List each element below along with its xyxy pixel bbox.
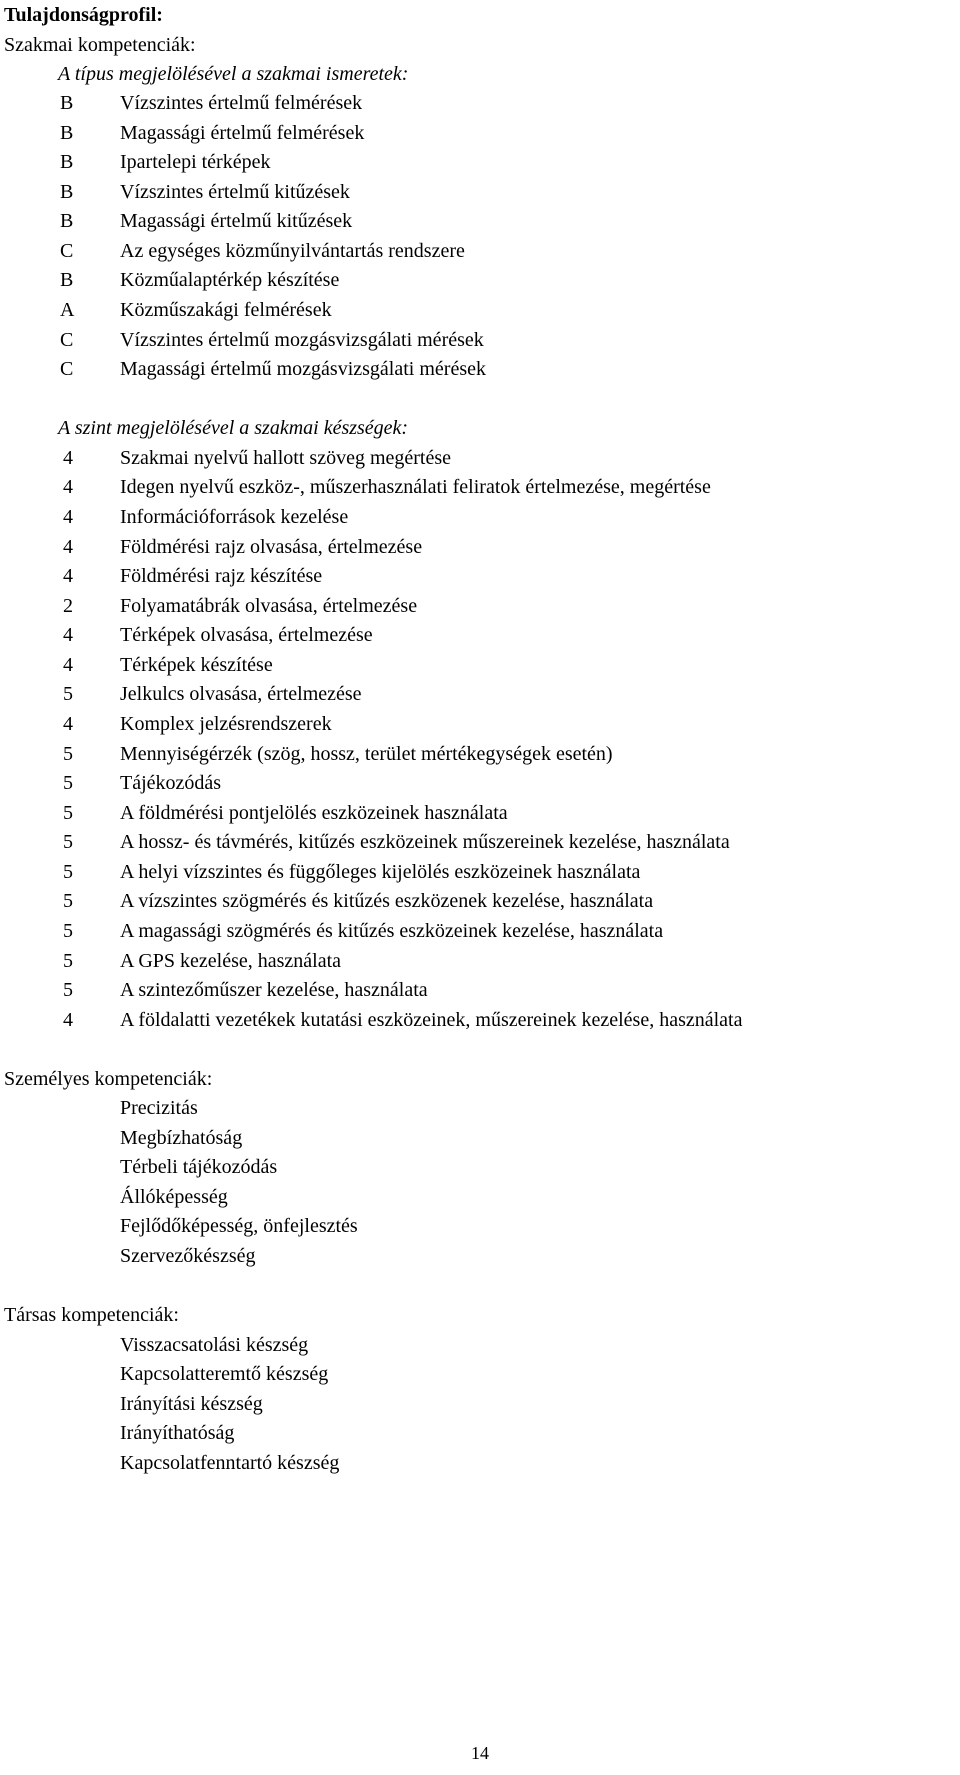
knowledge-code: B — [60, 269, 74, 291]
skill-text: Mennyiségérzék (szög, hossz, terület mértékegységek esetén) — [120, 743, 613, 765]
skill-level: 5 — [63, 920, 73, 942]
personal-heading: Személyes kompetenciák: — [4, 1068, 213, 1090]
skill-text: A földalatti vezetékek kutatási eszközeinek, műszereinek kezelése, használata — [120, 1009, 743, 1031]
knowledge-text: Vízszintes értelmű felmérések — [120, 92, 363, 114]
list-item: Állóképesség — [120, 1186, 228, 1208]
list-item: Kapcsolatfenntartó készség — [120, 1452, 340, 1474]
skill-level: 4 — [63, 536, 73, 558]
skill-level: 5 — [63, 772, 73, 794]
skill-text: A hossz- és távmérés, kitűzés eszközeinek műszereinek kezelése, használata — [120, 831, 730, 853]
skill-text: Idegen nyelvű eszköz-, műszerhasználati feliratok értelmezése, megértése — [120, 476, 711, 498]
skill-text: A földmérési pontjelölés eszközeinek használata — [120, 802, 508, 824]
skill-level: 4 — [63, 654, 73, 676]
skill-level: 5 — [63, 979, 73, 1001]
list-item: Irányíthatóság — [120, 1422, 235, 1444]
skill-text: Térképek készítése — [120, 654, 273, 676]
skill-text: Földmérési rajz készítése — [120, 565, 323, 587]
knowledge-text: Magassági értelmű kitűzések — [120, 210, 353, 232]
knowledge-text: Vízszintes értelmű kitűzések — [120, 181, 350, 203]
skill-text: Komplex jelzésrendszerek — [120, 713, 332, 735]
skill-level: 5 — [63, 861, 73, 883]
list-item: Irányítási készség — [120, 1393, 263, 1415]
skill-text: A vízszintes szögmérés és kitűzés eszközenek kezelése, használata — [120, 890, 654, 912]
knowledge-code: B — [60, 151, 74, 173]
knowledge-text: Vízszintes értelmű mozgásvizsgálati mérések — [120, 329, 484, 351]
skill-text: Folyamatábrák olvasása, értelmezése — [120, 595, 418, 617]
list-item: Fejlődőképesség, önfejlesztés — [120, 1215, 358, 1237]
skill-text: Szakmai nyelvű hallott szöveg megértése — [120, 447, 452, 469]
knowledge-code: B — [60, 181, 74, 203]
knowledge-text: Magassági értelmű mozgásvizsgálati mérések — [120, 358, 486, 380]
knowledge-text: Magassági értelmű felmérések — [120, 122, 365, 144]
skill-text: Tájékozódás — [120, 772, 222, 794]
skill-text: Információforrások kezelése — [120, 506, 349, 528]
skill-level: 5 — [63, 743, 73, 765]
knowledge-code: C — [60, 240, 74, 262]
skill-text: Térképek olvasása, értelmezése — [120, 624, 373, 646]
list-item: Visszacsatolási készség — [120, 1334, 309, 1356]
skill-level: 4 — [63, 476, 73, 498]
skill-level: 4 — [63, 1009, 73, 1031]
social-heading: Társas kompetenciák: — [4, 1304, 179, 1326]
knowledge-code: A — [60, 299, 75, 321]
list-item: Megbízhatóság — [120, 1127, 243, 1149]
skill-level: 4 — [63, 565, 73, 587]
skill-text: Jelkulcs olvasása, értelmezése — [120, 683, 362, 705]
skill-text: A helyi vízszintes és függőleges kijelölés eszközeinek használata — [120, 861, 641, 883]
skills-heading: A szint megjelölésével a szakmai készségek: — [58, 417, 409, 439]
skill-level: 4 — [63, 447, 73, 469]
knowledge-code: B — [60, 92, 74, 114]
list-item: Térbeli tájékozódás — [120, 1156, 278, 1178]
page-number: 14 — [471, 1743, 489, 1763]
skill-text: Földmérési rajz olvasása, értelmezése — [120, 536, 423, 558]
knowledge-text: Az egységes közműnyilvántartás rendszere — [120, 240, 465, 262]
skill-text: A magassági szögmérés és kitűzés eszközeinek kezelése, használata — [120, 920, 664, 942]
page-title: Tulajdonságprofil: — [4, 4, 163, 26]
knowledge-heading: A típus megjelölésével a szakmai ismeretek: — [58, 63, 409, 85]
knowledge-code: C — [60, 329, 74, 351]
list-item: Szervezőkészség — [120, 1245, 256, 1267]
skill-text: A GPS kezelése, használata — [120, 950, 342, 972]
skill-level: 4 — [63, 713, 73, 735]
knowledge-text: Ipartelepi térképek — [120, 151, 271, 173]
list-item: Precizitás — [120, 1097, 198, 1119]
skill-level: 5 — [63, 831, 73, 853]
knowledge-code: C — [60, 358, 74, 380]
knowledge-code: B — [60, 210, 74, 232]
skill-level: 4 — [63, 506, 73, 528]
skill-level: 5 — [63, 802, 73, 824]
skill-level: 2 — [63, 595, 73, 617]
knowledge-text: Közműszakági felmérések — [120, 299, 332, 321]
skill-text: A szintezőműszer kezelése, használata — [120, 979, 428, 1001]
knowledge-text: Közműalaptérkép készítése — [120, 269, 340, 291]
professional-heading: Szakmai kompetenciák: — [4, 34, 196, 56]
list-item: Kapcsolatteremtő készség — [120, 1363, 329, 1385]
knowledge-code: B — [60, 122, 74, 144]
skill-level: 5 — [63, 890, 73, 912]
skill-level: 5 — [63, 950, 73, 972]
skill-level: 5 — [63, 683, 73, 705]
skill-level: 4 — [63, 624, 73, 646]
